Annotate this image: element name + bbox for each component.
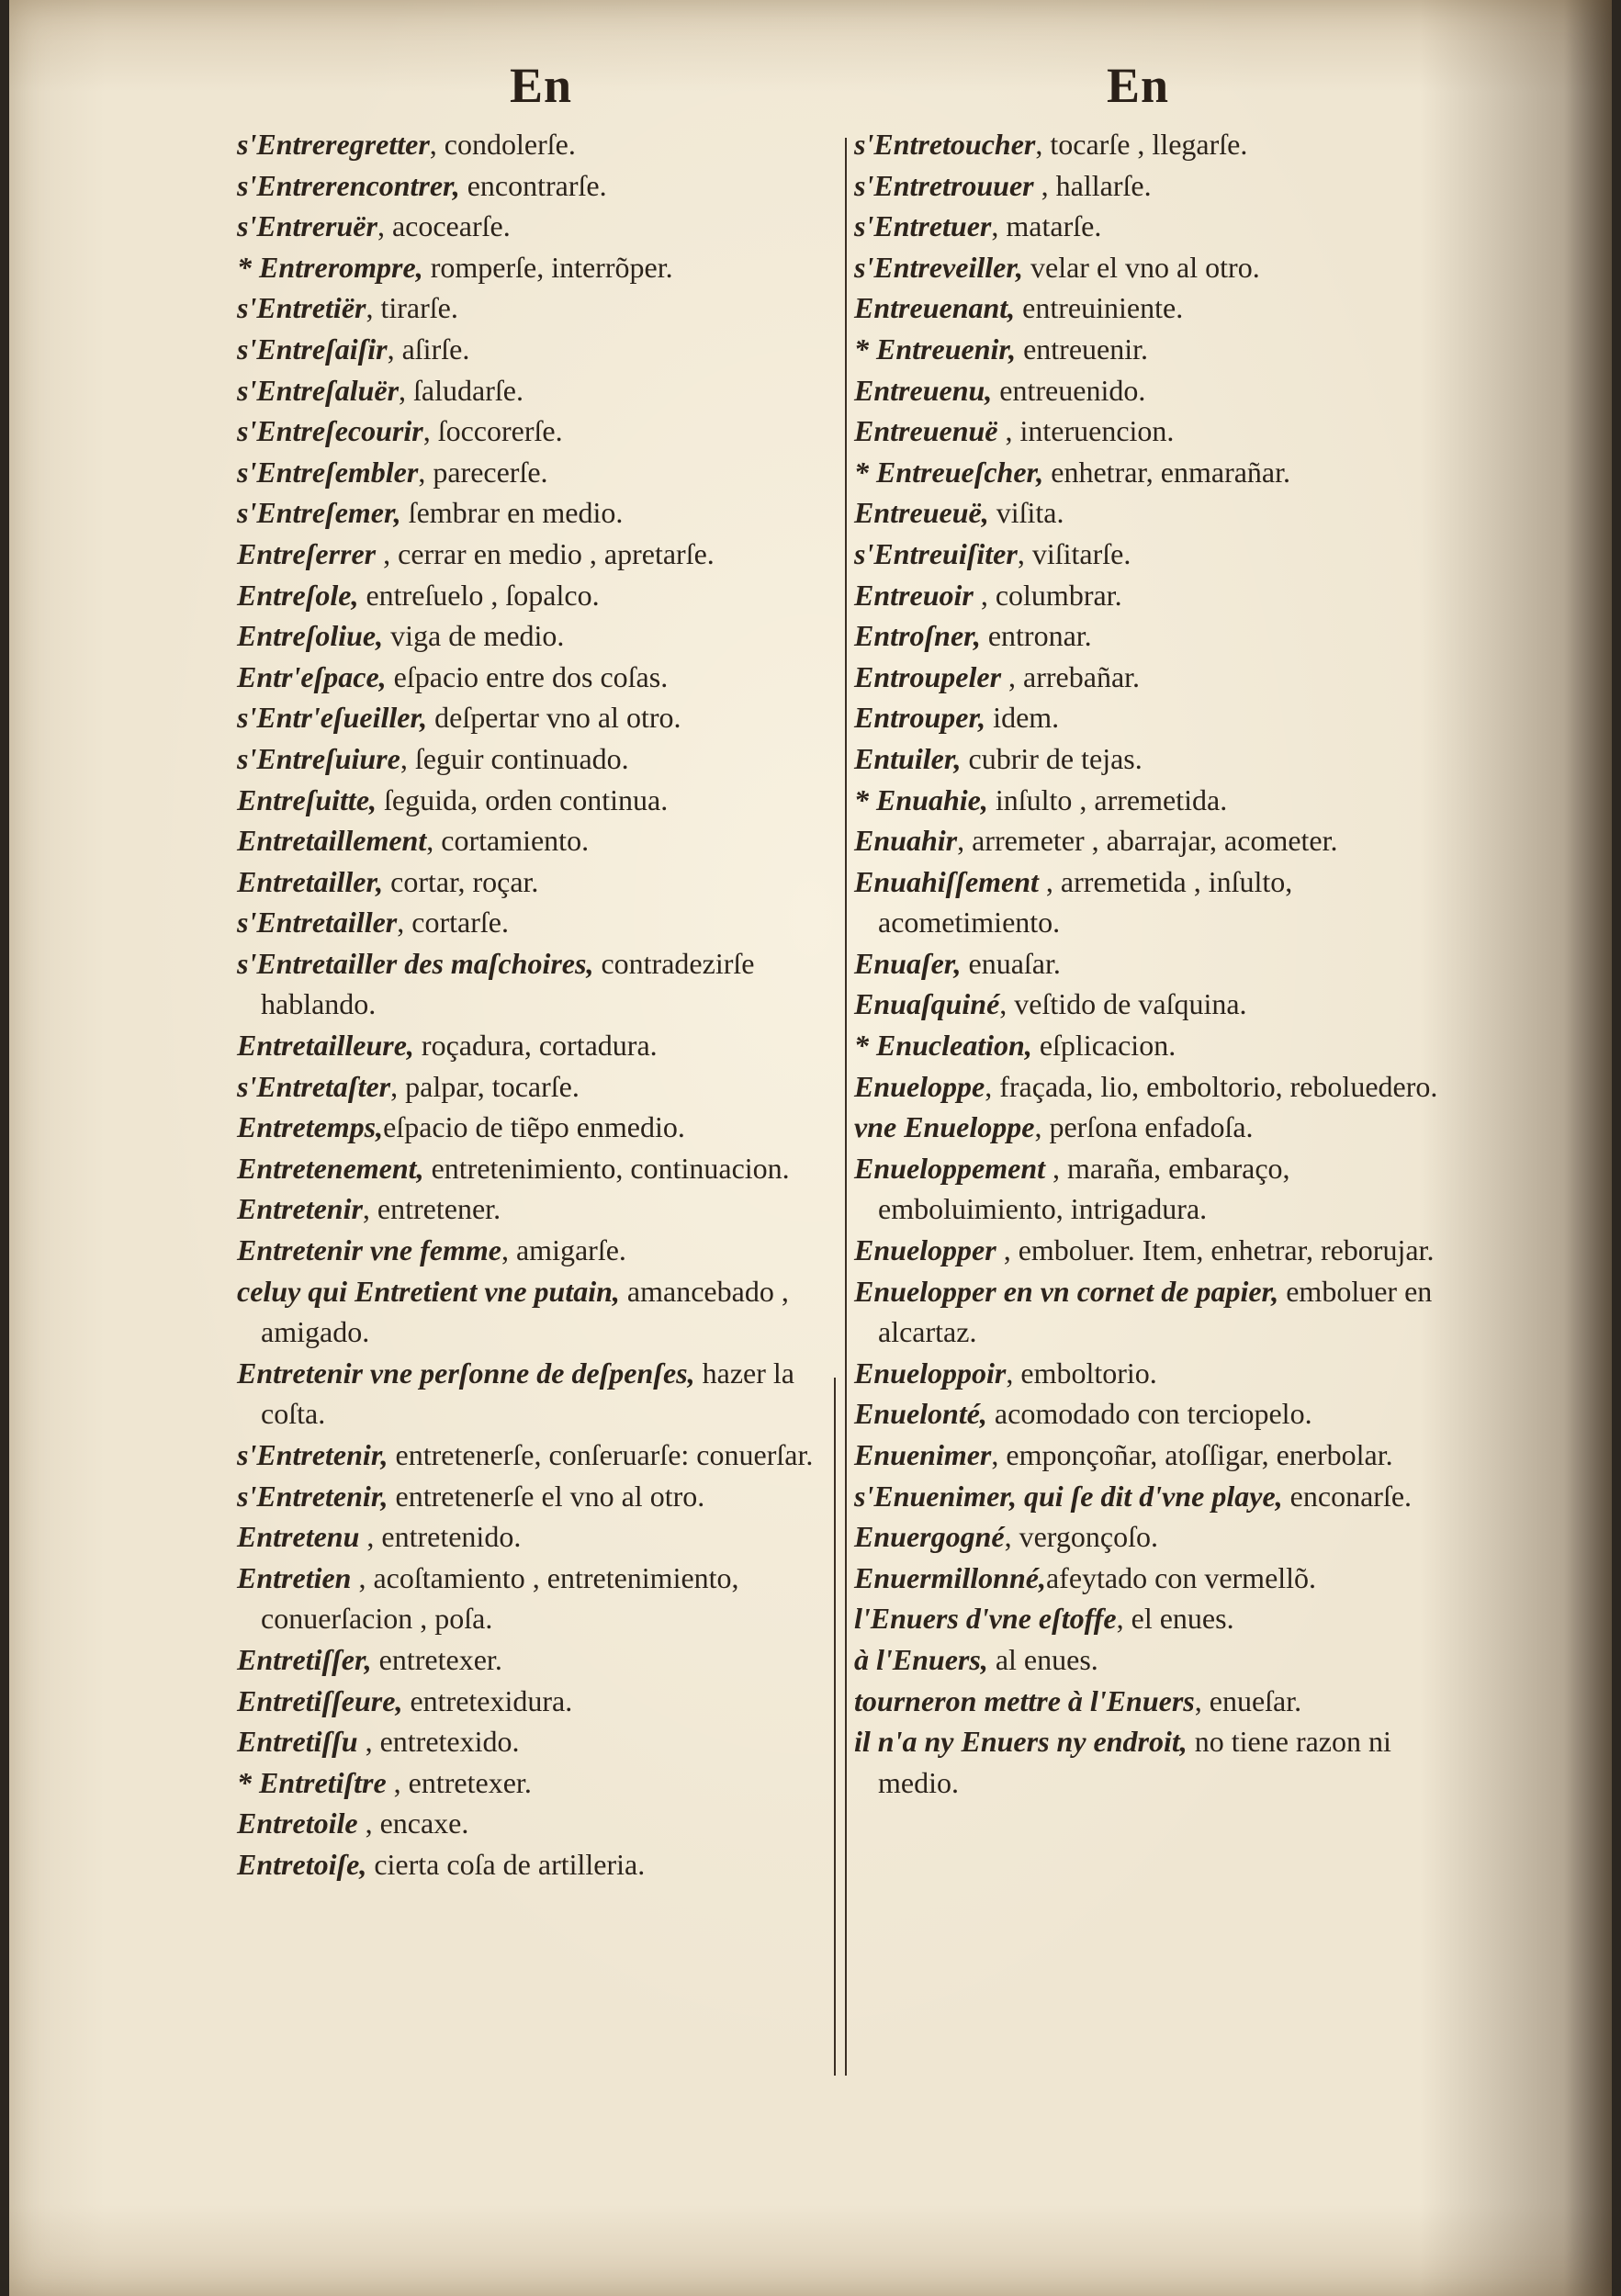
entry-translation: , emponçoñar, atoſſigar, enerbolar.	[991, 1438, 1393, 1471]
entry-headword: * Entretiſtre	[237, 1765, 387, 1799]
entry-translation: enuaſar.	[961, 946, 1061, 980]
entry-translation: , tocarſe , llegarſe.	[1035, 128, 1248, 161]
entry-headword: s'Entreſembler	[237, 455, 419, 489]
entry-headword: il n'a ny Enuers ny endroit,	[854, 1725, 1188, 1759]
entry-translation: acomodado con terciopelo.	[986, 1397, 1312, 1431]
running-head-left: En	[510, 58, 573, 113]
dictionary-entry	[854, 165, 1460, 207]
dictionary-entry	[854, 738, 1460, 780]
entry-headword: Entreuenu,	[854, 373, 993, 407]
dictionary-entry	[237, 1353, 816, 1435]
entry-translation: entreſuelo , ſopalco.	[358, 578, 600, 612]
entry-translation: , el enues.	[1116, 1602, 1234, 1636]
dictionary-entry	[237, 1803, 816, 1844]
entry-headword: Enuahir	[854, 824, 958, 858]
entry-translation: eſpacio de tiẽpo enmedio.	[383, 1110, 685, 1144]
entry-translation: , arremeter , abarrajar, acometer.	[957, 824, 1338, 858]
entry-headword: s'Entreveiller,	[854, 250, 1023, 284]
dictionary-entry	[237, 615, 816, 657]
entry-headword: Entretiſſu	[237, 1725, 358, 1759]
entry-headword: Entretoiſe,	[237, 1847, 367, 1881]
entry-headword: vne Enueloppe	[854, 1110, 1035, 1144]
entry-headword: s'Entretoucher	[854, 128, 1036, 161]
entry-translation: afeytado con vermellõ.	[1045, 1560, 1317, 1594]
entry-translation: ſembrar en medio.	[400, 496, 624, 530]
entry-translation: , arremetida , inſulto, acometimiento.	[878, 864, 1293, 940]
entry-translation: inſulto , arremetida.	[987, 782, 1228, 816]
dictionary-entry	[237, 1762, 816, 1804]
entry-headword: Entretenir vne perſonne de deſpenſes,	[237, 1356, 695, 1390]
entry-translation: , columbrar.	[973, 578, 1122, 612]
dictionary-entry	[854, 534, 1460, 575]
entry-translation: , entretener.	[362, 1192, 501, 1226]
entry-translation: entretexer.	[371, 1642, 502, 1676]
dictionary-entry	[237, 657, 816, 698]
dictionary-entry	[854, 1066, 1460, 1108]
entry-translation: , ſaludarſe.	[399, 373, 523, 407]
entry-translation: entretexidura.	[402, 1683, 573, 1717]
dictionary-entry	[237, 820, 816, 861]
entry-headword: Entreſoliue,	[237, 619, 384, 653]
column-divider-rule	[845, 138, 847, 2076]
entry-headword: Entreſole,	[237, 578, 359, 612]
dictionary-entry	[237, 1148, 816, 1189]
entry-translation: , encaxe.	[357, 1806, 469, 1840]
entry-translation: enconarſe.	[1282, 1479, 1413, 1513]
dictionary-entry	[237, 206, 816, 247]
dictionary-entry	[237, 780, 816, 821]
entry-headword: s'Entretrouuer	[854, 168, 1034, 202]
entry-headword: s'Entrerencontrer,	[237, 168, 460, 202]
dictionary-entry	[237, 534, 816, 575]
entry-headword: Enueloppoir	[854, 1356, 1007, 1390]
entry-translation: , interuencion.	[997, 414, 1175, 448]
dictionary-entry	[854, 1107, 1460, 1148]
dictionary-entry	[854, 984, 1460, 1025]
entry-translation: , cortamiento.	[426, 824, 590, 858]
entry-translation: , cortarſe.	[397, 906, 509, 940]
entry-headword: s'Entr'eſueiller,	[237, 701, 428, 735]
entry-headword: s'Entretailler	[237, 906, 398, 940]
dictionary-entry	[237, 329, 816, 370]
entry-headword: Entretenir	[237, 1192, 363, 1226]
dictionary-entry	[854, 1558, 1460, 1599]
entry-headword: * Entrerompre,	[237, 250, 423, 284]
entry-headword: s'Entreuiſiter	[854, 536, 1018, 570]
entry-translation: , fraçada, lio, emboltorio, reboluedero.	[985, 1069, 1438, 1103]
column-divider-rule-secondary	[834, 1378, 836, 2076]
entry-translation: , emboltorio.	[1006, 1356, 1157, 1390]
entry-headword: Enuelonté,	[854, 1397, 987, 1431]
entry-translation: al enues.	[987, 1642, 1098, 1676]
entry-headword: Entreuenant,	[854, 291, 1016, 325]
entry-translation: viſita.	[988, 496, 1064, 530]
entry-headword: celuy qui Entretient vne putain,	[237, 1274, 620, 1308]
dictionary-entry	[237, 1721, 816, 1762]
entry-translation: , condolerſe.	[429, 128, 576, 161]
entry-translation: entreuenido.	[992, 373, 1146, 407]
entry-translation: eſplicacion.	[1031, 1029, 1176, 1063]
entry-translation: cortar, roçar.	[383, 864, 539, 898]
entry-headword: Entreſerrer	[237, 536, 377, 570]
entry-translation: , acocearſe.	[377, 209, 511, 243]
entry-headword: s'Entreſaiſir	[237, 332, 388, 366]
entry-headword: * Entreueſcher,	[854, 455, 1044, 489]
dictionary-entry	[854, 206, 1460, 247]
dictionary-entry	[237, 492, 816, 534]
dictionary-entry	[237, 1230, 816, 1271]
entry-headword: Entuiler,	[854, 741, 962, 775]
entry-headword: Enueloppement	[854, 1151, 1046, 1185]
entry-translation: , emboluer. Item, enhetrar, reborujar.	[996, 1233, 1435, 1267]
dictionary-entry	[237, 1188, 816, 1230]
entry-translation: ſeguida, orden continua.	[377, 782, 669, 816]
dictionary-entry	[854, 1230, 1460, 1271]
entry-headword: Enuahiſſement	[854, 864, 1039, 898]
dictionary-entry	[237, 411, 816, 452]
entry-headword: s'Entretiër	[237, 291, 366, 325]
entry-translation: entronar.	[980, 619, 1092, 653]
entry-headword: s'Entretuer	[854, 209, 992, 243]
entry-headword: Enuaſquiné	[854, 987, 1000, 1021]
entry-translation: , vergonçoſo.	[1004, 1520, 1158, 1554]
entry-translation: , acoſtamiento , entretenimiento, conuerſacion , poſa.	[261, 1560, 739, 1636]
entry-translation: viga de medio.	[383, 619, 565, 653]
dictionary-entry	[854, 287, 1460, 329]
entry-headword: à l'Enuers,	[854, 1642, 988, 1676]
dictionary-entry	[854, 943, 1460, 985]
entry-translation: entretenimiento, continuacion.	[423, 1151, 790, 1185]
entry-headword: Entretenir vne femme	[237, 1233, 501, 1267]
entry-headword: Enuenimer	[854, 1438, 992, 1471]
entry-translation: no tiene razon ni medio.	[878, 1725, 1391, 1799]
dictionary-entry	[854, 1393, 1460, 1435]
entry-translation: encontrarſe.	[459, 168, 607, 202]
entry-headword: s'Entreſuiure	[237, 741, 400, 775]
dictionary-entry	[237, 1066, 816, 1108]
dictionary-entry	[237, 287, 816, 329]
dictionary-entry	[854, 657, 1460, 698]
entry-translation: eſpacio entre dos coſas.	[386, 659, 669, 693]
entry-translation: , aſirſe.	[387, 332, 470, 366]
entry-translation: contradezirſe hablando.	[261, 946, 755, 1021]
dictionary-entry	[237, 738, 816, 780]
dictionary-entry	[854, 1681, 1460, 1722]
dictionary-entry	[237, 1107, 816, 1148]
dictionary-entry	[854, 370, 1460, 411]
running-head-right: En	[1107, 58, 1170, 113]
entry-headword: l'Enuers d'vne eſtoffe	[854, 1602, 1117, 1636]
dictionary-entry	[854, 411, 1460, 452]
entry-headword: Entreuenuë	[854, 414, 998, 448]
dictionary-entry	[854, 1639, 1460, 1681]
entry-translation: , ſoccorerſe.	[422, 414, 563, 448]
dictionary-entry	[237, 124, 816, 165]
entry-headword: Entretemps,	[237, 1110, 384, 1144]
entry-translation: emboluer en alcartaz.	[878, 1274, 1433, 1349]
dictionary-entry	[854, 575, 1460, 616]
entry-translation: amancebado , amigado.	[261, 1274, 789, 1349]
dictionary-entry	[854, 820, 1460, 861]
entry-translation: , perſona enfadoſa.	[1034, 1110, 1254, 1144]
entry-translation: hazer la coſta.	[261, 1356, 794, 1431]
dictionary-entry	[237, 1639, 816, 1681]
entry-headword: Entroſner,	[854, 619, 981, 653]
entry-headword: * Enucleation,	[854, 1029, 1032, 1063]
entry-headword: Enueloppe	[854, 1069, 985, 1103]
entry-headword: s'Entreregretter	[237, 128, 430, 161]
entry-translation: , ſeguir continuado.	[400, 741, 629, 775]
entry-headword: s'Entretailler des maſchoires,	[237, 946, 594, 980]
dictionary-entry	[237, 1271, 816, 1353]
entry-headword: Entretiſſeure,	[237, 1683, 403, 1717]
entry-headword: Enuergogné	[854, 1520, 1005, 1554]
entry-translation: , entretenido.	[359, 1520, 522, 1554]
entry-translation: entretenerſe el vno al otro.	[388, 1479, 705, 1513]
entry-headword: Entreſuitte,	[237, 782, 377, 816]
entry-translation: cubrir de tejas.	[961, 741, 1143, 775]
entry-translation: , maraña, embaraço, emboluimiento, intrigadura.	[878, 1151, 1290, 1226]
entry-headword: Entr'eſpace,	[237, 659, 387, 693]
entry-headword: Entrouper,	[854, 701, 986, 735]
dictionary-entry	[237, 697, 816, 738]
entry-headword: Entretoile	[237, 1806, 358, 1840]
dictionary-entry	[854, 1476, 1460, 1517]
entry-translation: roçadura, cortadura.	[413, 1029, 658, 1063]
entry-translation: enhetrar, enmarañar.	[1043, 455, 1291, 489]
entry-headword: Entreueuë,	[854, 496, 989, 530]
dictionary-entry	[237, 247, 816, 288]
entry-translation: entreuiniente.	[1015, 291, 1184, 325]
dictionary-entry	[854, 1148, 1460, 1230]
entry-translation: , tirarſe.	[366, 291, 458, 325]
entry-headword: Entretailleure,	[237, 1029, 414, 1063]
dictionary-entry	[237, 943, 816, 1025]
right-column	[854, 124, 1460, 1803]
entry-headword: Entretenu	[237, 1520, 360, 1554]
dictionary-page	[9, 0, 1612, 2296]
entry-translation: , hallarſe.	[1033, 168, 1152, 202]
entry-headword: Enuelopper	[854, 1233, 996, 1267]
entry-headword: s'Entretenir,	[237, 1438, 388, 1471]
dictionary-entry	[237, 165, 816, 207]
entry-translation: , viſitarſe.	[1017, 536, 1131, 570]
entry-translation: romperſe, interrõper.	[422, 250, 673, 284]
entry-headword: s'Entreſemer,	[237, 496, 401, 530]
dictionary-entry	[237, 861, 816, 903]
entry-translation: , enueſar.	[1194, 1683, 1302, 1717]
dictionary-entry	[854, 1353, 1460, 1394]
entry-headword: Entreuoir	[854, 578, 974, 612]
left-column	[237, 124, 816, 1885]
dictionary-entry	[237, 1516, 816, 1558]
dictionary-entry	[237, 1844, 816, 1885]
dictionary-entry	[237, 1681, 816, 1722]
dictionary-entry	[237, 370, 816, 411]
entry-headword: Entretiſſer,	[237, 1642, 372, 1676]
entry-translation: cierta coſa de artilleria.	[366, 1847, 646, 1881]
entry-headword: * Entreuenir,	[854, 332, 1017, 366]
dictionary-entry	[854, 1721, 1460, 1803]
entry-translation: , amigarſe.	[501, 1233, 626, 1267]
entry-headword: Entretaillement	[237, 824, 427, 858]
dictionary-entry	[854, 780, 1460, 821]
entry-translation: , entretexido.	[357, 1725, 520, 1759]
dictionary-entry	[237, 1476, 816, 1517]
dictionary-entry	[854, 247, 1460, 288]
entry-headword: Entretien	[237, 1560, 352, 1594]
entry-headword: s'Entretaſter	[237, 1069, 391, 1103]
entry-headword: Enuelopper en vn cornet de papier,	[854, 1274, 1279, 1308]
dictionary-entry	[237, 1435, 816, 1476]
entry-headword: s'Entreſaluër	[237, 373, 400, 407]
entry-translation: , matarſe.	[991, 209, 1102, 243]
dictionary-entry	[854, 124, 1460, 165]
entry-headword: tourneron mettre à l'Enuers	[854, 1683, 1195, 1717]
entry-translation: idem.	[985, 701, 1060, 735]
entry-headword: Entretailler,	[237, 864, 384, 898]
entry-translation: , arrebañar.	[1001, 659, 1141, 693]
entry-translation: , cerrar en medio , apretarſe.	[376, 536, 715, 570]
dictionary-entry	[237, 1025, 816, 1066]
entry-headword: s'Entreruër	[237, 209, 377, 243]
entry-translation: , entretexer.	[386, 1765, 532, 1799]
entry-translation: , parecerſe.	[418, 455, 548, 489]
dictionary-entry	[854, 697, 1460, 738]
dictionary-entry	[854, 861, 1460, 943]
entry-headword: Enuaſer,	[854, 946, 962, 980]
entry-headword: * Enuahie,	[854, 782, 988, 816]
dictionary-entry	[854, 452, 1460, 493]
dictionary-entry	[237, 1558, 816, 1639]
entry-translation: deſpertar vno al otro.	[427, 701, 681, 735]
dictionary-entry	[854, 1598, 1460, 1639]
dictionary-entry	[854, 1025, 1460, 1066]
dictionary-entry	[854, 615, 1460, 657]
dictionary-entry	[854, 1516, 1460, 1558]
entry-headword: Enuermillonné,	[854, 1560, 1046, 1594]
entry-translation: , palpar, tocarſe.	[390, 1069, 580, 1103]
dictionary-entry	[854, 329, 1460, 370]
entry-translation: velar el vno al otro.	[1023, 250, 1260, 284]
entry-headword: s'Enuenimer, qui ſe dit d'vne playe,	[854, 1479, 1283, 1513]
entry-headword: Entroupeler	[854, 659, 1002, 693]
dictionary-entry	[237, 452, 816, 493]
dictionary-entry	[854, 1271, 1460, 1353]
entry-headword: s'Entretenir,	[237, 1479, 388, 1513]
dictionary-entry	[237, 902, 816, 943]
entry-translation: , veſtido de vaſquina.	[999, 987, 1247, 1021]
entry-headword: Entretenement,	[237, 1151, 424, 1185]
entry-translation: entreuenir.	[1016, 332, 1148, 366]
dictionary-entry	[854, 1435, 1460, 1476]
dictionary-entry	[854, 492, 1460, 534]
entry-translation: entretenerſe, conſeruarſe: conuerſar.	[388, 1438, 814, 1471]
entry-headword: s'Entreſecourir	[237, 414, 423, 448]
dictionary-entry	[237, 575, 816, 616]
